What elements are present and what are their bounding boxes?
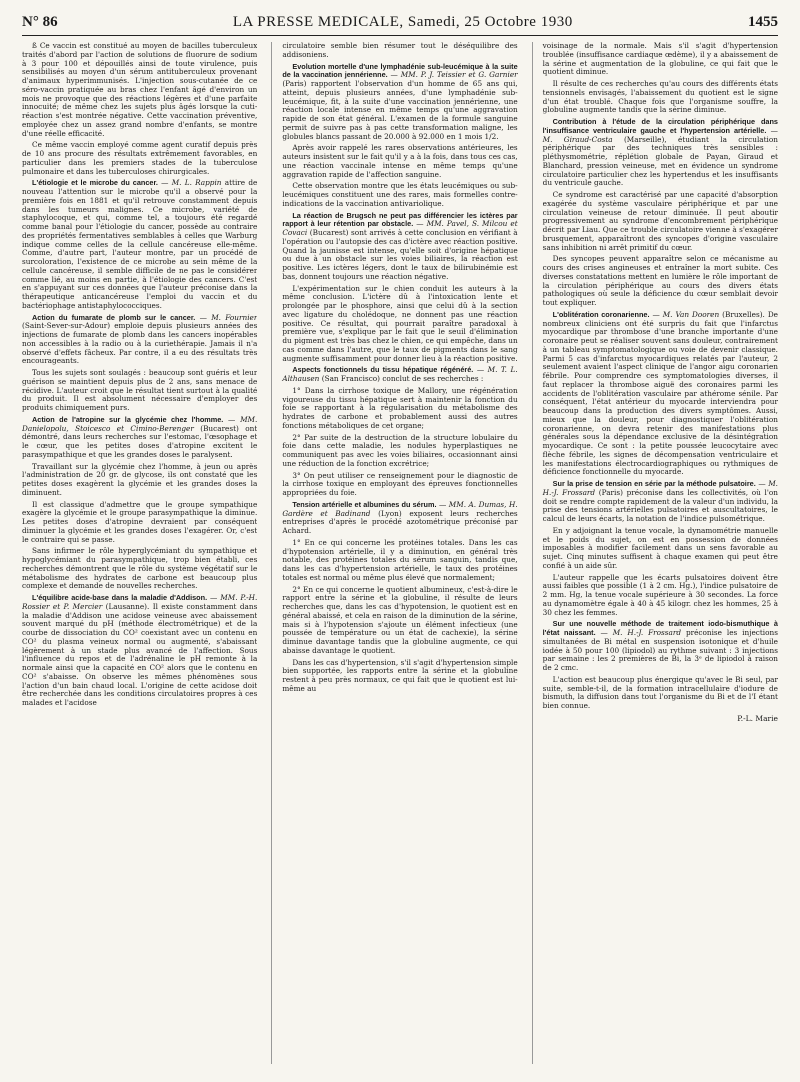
- paragraph-text: Cette observation montre que les états leucémiques ou sub-leucémiques constituent une des rares, mais formelles contre-indications de la vaccination antivariolique.: [282, 181, 518, 208]
- column-3: [532, 42, 778, 1064]
- article-paragraph: Sur une nouvelle méthode de traitement iodo-bismuthique à l'état naissant. — M. H.-J. Frossard préconise les injections simultanées de Bi métal en suspension isotonique et d'huile iodée à 50 pour 100 (lipiodol) au rythme suivant : 3 injections par semaine : les 2 premières de Bi, la 3ᵉ de lipiodol à raison de 2 cmc.: [542, 619, 778, 672]
- paragraph-text: L'expérimentation sur le chien conduit les auteurs à la même conclusion. L'ictère dû à l'intoxication lente et prolongée par le phosphore, ainsi que celui dû à la section avec ligature du cholédoque, ne donnent pas une réaction positive. Ce résultat, qui pourrait paraître paradoxal à première vue, s'explique par le fait que le seuil d'élimination du pigment est très bas chez le chien, ce qui empêche, dans un cas comme dans l'autre, que le taux de pigments dans le sang augmente suffisamment pour donner lieu à la réaction positive.: [282, 283, 518, 363]
- paragraph-text: voisinage de la normale. Mais s'il s'agit d'hypertension troublée (insuffisance cardiaque œdème), il y a abaissement de la sérine et augmentation de la globuline, ce qui fait que le quotient diminue.: [542, 42, 778, 77]
- article-heading: Action du fumarate de plomb sur le cancer.: [32, 312, 196, 322]
- article-authors: MM. Pavel, S. Milcou et Covaci: [282, 219, 518, 237]
- paragraph-text: circulatoire semble bien résumer tout le déséquilibre des addisoniens.: [282, 42, 518, 59]
- article-heading: Action de l'atropine sur la glycémie chez l'homme.: [32, 414, 224, 424]
- paragraph-text: L'action est beaucoup plus énergique qu'avec le Bi seul, par suite, semble-t-il, de la formation intracellulaire d'iodure de bismuth, la diffusion dans tout l'organisme du Bi et de l'I étant bien connue.: [542, 674, 778, 710]
- paragraph-text: Il résulte de ces recherches qu'au cours des différents états tensionnels envisagés, l'abaissement du quotient est le signe d'un état troublé. Chaque fois que l'organisme souffre, la globuline augmente tandis que la sérine diminue.: [542, 79, 778, 115]
- paragraph-text: L'auteur rappelle que les écarts pulsatoires doivent être aussi faibles que possible (1 à 2 cm. Hg.), l'indice pulsatoire de 2 mm. Hg, la tenue vocale supérieure à 30 secondes. La force au dynamomètre égale à 40 à 45 kilogr. chez les hommes, 25 à 30 chez les femmes.: [542, 572, 778, 617]
- paragraph-text: 1° Dans la cirrhose toxique de Mallory, une régénération vigoureuse du tissu hépatique sert à maintenir la fonction du foie se rapportant à la régularisation du métabolisme des hydrates de carbone et probablement aussi des autres fonctions métaboliques de cet organe;: [282, 385, 518, 430]
- paragraph-text: (Paris) rapportent l'observation d'un homme de 65 ans qui, atteint, depuis plusieurs années, d'une lymphadénie sub-leucémique, fit, à la suite d'une vaccination jennérienne, une réaction locale intense en même temps qu'une aggravation rapide de son état général. L'examen de la formule sanguine permit de suivre pas à pas cette transformation maligne, les globules blancs passant de 20.000 à 92.000 en 1 mois 1/2.: [282, 79, 518, 141]
- article-paragraph: Aspects fonctionnels du tissu hépatique régénéré. — M. T. L. Althausen (San Francisco) conclut de ses recherches :: [282, 365, 518, 383]
- paragraph-text: Ce syndrome est caractérisé par une capacité d'absorption exagérée du système vasculaire périphérique et par une circulation veineuse de retour diminuée. Il peut aboutir progressivement au syndrome d'encombrement périphérique décrit par Liau. Que ce trouble circulatoire vienne à s'exagérer brusquement, apparaîtront des syncopes d'origine vasculaire sans inhibition ni arrêt primitif du cœur.: [542, 190, 778, 252]
- column-1: [22, 42, 257, 1064]
- paragraph: [282, 285, 517, 364]
- article-paragraph: L'oblitération coronarienne. — M. Van Dooren (Bruxelles). De nombreux cliniciens ont été surpris du fait que l'infarctus myocardique par thrombose d'une branche importante d'une coronaire peut se réaliser souvent sans douleur, contrairement à un tableau symptomatologique ou voie de devenir classique. Parmi 5 cas d'infarctus myocardiques relatés par l'auteur, 2 seulement avaient l'aspect clinique de l'angor aigu coronarien fébrile. Pour comprendre ces symptomatologies diverses, il faut replacer la thrombose aiguë des coronaires parmi les accidents de l'oblitération vasculaire par athérome sénile. Par conséquent, l'état antérieur du myocarde interviendra pour beaucoup dans la production des divers symptômes. Aussi, mieux que la douleur, pour diagnostiquer l'oblitération coronarienne, on devra retenir des manifestations plus générales sous la dépendance exclusive de la désintégration myocardique. Ce sont : la petite poussée leucocytaire avec flèche fébrile, les signes de décompensation ventriculaire et les manifestations électrocardiographiques ou rythmiques de déficience fonctionnelle du myocarde.: [542, 309, 778, 477]
- paragraph-text: Des syncopes peuvent apparaître selon ce mécanisme au cours des crises angineuses et entraîner la mort subite. Ces diverses constatations mettent en lumière le rôle important de la circulation périphérique au cours des divers états pathologiques où seule la déficience du cœur semblait devoir tout expliquer.: [542, 254, 778, 307]
- paragraph: [543, 574, 778, 618]
- article-authors: MM. Danielopolu, Stoicesco et Cimino-Berenger: [22, 414, 258, 433]
- paragraph: [543, 527, 778, 571]
- article-heading: L'étiologie et le microbe du cancer.: [32, 178, 158, 188]
- paragraph-text: Dans les cas d'hypertension, s'il s'agit d'hypertension simple bien supportée, les rapports entre la sérine et la globuline restent à peu près normaux, ce qui fait que le quotient est lui-même au: [282, 657, 518, 693]
- page-header: [22, 14, 778, 36]
- paragraph: [543, 191, 778, 252]
- text-columns: [22, 42, 778, 1064]
- paragraph: [282, 387, 517, 431]
- paragraph: [543, 255, 778, 308]
- article-paragraph: Evolution mortelle d'une lymphadénie sub-leucémique à la suite de la vaccination jennérienne. — MM. P. J. Teissier et G. Garnier (Paris) rapportent l'observation d'un homme de 65 ans qui, atteint, depuis plusieurs années, d'une lymphadénie sub-leucémique, fit, à la suite d'une vaccination jennérienne, une réaction locale intense en même temps qu'une aggravation rapide de son état général. L'examen de la formule sanguine permit de suivre pas à pas cette transformation maligne, les globules blancs passant de 20.000 à 92.000 en 1 mois 1/2.: [282, 61, 518, 141]
- article-paragraph: L'équilibre acide-base dans la maladie d'Addison. — MM. P.-H. Rossier et P. Mercier (Lausanne). Il existe constamment dans la maladie d'Addison une acidose veineuse avec abaissement souvent marqué du pH (méthode électrométrique) et de la courbe de dissociation du CO² coexistant avec un contenu en CO² du plasma veineux normal ou augmenté, s'abaissant légèrement à un stade plus avancé de l'affection. Sous l'influence du repos et de l'adrénaline le pH remonte à la normale ainsi que la capacité en CO² alors que le contenu en CO² s'abaisse. On observe les mêmes phénomènes sous l'action d'un bain chaud local. L'origine de cette acidose doit être recherchée dans les conditions circulatoires propres à ces malades et l'acidose: [22, 593, 258, 707]
- paragraph-text: 2° Par suite de la destruction de la structure lobulaire du foie dans cette maladie, les nodules hyperplastiques ne communiquent pas avec les voies biliaires, occasionnant ainsi une réduction de la fonction excrétrice;: [282, 432, 518, 468]
- article-heading: L'oblitération coronarienne.: [552, 309, 650, 319]
- article-heading: La réaction de Brugsch ne peut pas différencier les ictères par rapport à leur rétention par obstacle.: [282, 210, 518, 229]
- paragraph: [22, 141, 257, 176]
- paragraph-text: (Lyon) exposent leurs recherches entreprises d'après le procédé azotométrique préconisé par Achard.: [282, 508, 518, 535]
- article-heading: Contribution à l'étude de la circulation périphérique dans l'insuffisance ventriculaire gauche et l'hypertension artérielle.: [542, 117, 778, 135]
- article-paragraph: Contribution à l'étude de la circulation périphérique dans l'insuffisance ventriculaire gauche et l'hypertension artérielle. — M. Giraud-Costa (Marseille), étudiant la circulation périphérique par des techniques très sensibles : pléthysmométrie, réplétion globale de Payan, Giraud et Blanchard, pression veineuse, met en évidence un syndrome circulatoire particulier chez les hypertendus et les insuffisants du ventricule gauche.: [542, 117, 778, 188]
- paragraph: [282, 42, 517, 60]
- article-authors: M. H.-J. Frossard: [612, 628, 682, 637]
- article-paragraph: L'étiologie et le microbe du cancer. — M. L. Rappin attire de nouveau l'attention sur le microbe qu'il a observé pour la première fois en 1881 et qu'il retrouve constamment depuis dans les tumeurs malignes. Ce microbe, variété de staphylocoque, et qui, comme tel, a toujours été regardé comme banal pour l'étiologie du cancer, possède au contraire des propriétés fermentatives semblables à celles que Warburg indique comme celles de la cellule cancéreuse elle-même. Comme, d'autre part, l'auteur montre, par un procédé de surcoloration, l'existence de ce microbe au sein même de la cellule cancéreuse, il semble difficile de ne pas le considérer comme lié, au moins en partie, à l'étiologie des cancers. C'est en s'appuyant sur ces données que l'auteur préconise dans la thérapeutique anticancéreuse l'emploi du vaccin et du bactériophage antistaphylococciques.: [22, 178, 258, 310]
- paragraph-text: En y adjoignant la tenue vocale, la dynamométrie manuelle et le poids du sujet, on est en possession de données imposables à modifier facilement dans un sens favorable au sujet. Cinq minutes suffisent à chaque examen qui peut être confié à un aide sûr.: [542, 525, 778, 570]
- article-authors: MM. P. J. Teissier et G. Garnier: [400, 70, 518, 80]
- paragraph: [22, 42, 257, 138]
- paragraph-text: 1° En ce qui concerne les protéines totales. Dans les cas d'hypotension artérielle, il y a diminution, en général très notable, des protéines totales du sérum sanguin, tandis que, dans les cas d'hypertension artérielle, le taux des protéines totales est normal ou même plus élevé que normalement;: [282, 537, 518, 582]
- page-number: 1455: [747, 14, 778, 30]
- paragraph: [282, 539, 517, 583]
- paragraph-text: préconise les injections simultanées de Bi métal en suspension isotonique et d'huile iodée à 50 pour 100 (lipiodol) au rythme suivant : 3 injections par semaine : les 2 premières de Bi, la 3ᵉ de lipiodol à raison de 2 cmc.: [542, 628, 778, 672]
- paragraph: [22, 463, 257, 498]
- paragraph-text: (Marseille), étudiant la circulation périphérique par des techniques très sensibles : pléthysmométrie, réplétion globale de Payan, Giraud et Blanchard, pression veineuse, met en évidence un syndrome circulatoire particulier chez les hypertendus et les insuffisants du ventricule gauche.: [542, 134, 778, 188]
- paragraph-text: (Paris) préconise dans les collectivités, où l'on doit se rendre compte rapidement de la valeur d'un individu, la prise des tensions artérielles pulsatoires et auscultatoires, le calcul de leurs écarts, la notation de l'indice pulsométrique.: [542, 487, 778, 523]
- paragraph-text: (Bruxelles). De nombreux cliniciens ont été surpris du fait que l'infarctus myocardique par thrombose d'une branche importante d'une coronaire peut se réaliser souvent sans douleur, contrairement à un tableau symptomatologique ou voie de devenir classique. Parmi 5 cas d'infarctus myocardiques relatés par l'auteur, 2 seulement avaient l'aspect clinique de l'angor aigu coronarien fébrile. Pour comprendre ces symptomatologies diverses, il faut replacer la thrombose aiguë des coronaires parmi les accidents de l'oblitération vasculaire par athérome sénile. Par conséquent, l'état antérieur du myocarde interviendra pour beaucoup dans la production des divers symptômes. Aussi, mieux que la douleur, pour diagnostiquer l'oblitération coronarienne, on devra retenir des manifestations plus générales sous la dépendance exclusive de la désintégration myocardique. Ce sont : la petite poussée leucocytaire avec flèche fébrile, les signes de décompensation ventriculaire et les manifestations électrocardiographiques ou rythmiques de déficience fonctionnelle du myocarde.: [542, 309, 778, 477]
- paragraph: [543, 42, 778, 77]
- paragraph-text: ß Ce vaccin est constitué au moyen de bacilles tuberculeux traités d'abord par l'action de solutions de fluorure de sodium à 3 pour 100 et dépouillés ainsi de toute virulence, puis sensibilisés au moyen d'un sérum antituberculeux provenant d'animaux hyperimmunisés. L'injection sous-cutanée de ce séro-vaccin pratiquée au bras chez l'enfant âgé d'environ un mois ne provoque que des réactions légères et d'une parfaite innocuité; de même chez les sujets plus âgés lorsque la cuti-réaction s'est montrée négative. Cette vaccination préventive, employée chez un assez grand nombre d'enfants, se montre d'une réelle efficacité.: [22, 42, 258, 138]
- article-authors: M. T. L. Althausen: [282, 365, 518, 383]
- article-paragraph: Tension artérielle et albumines du sérum. — MM. A. Dumas, H. Gardère et Badinand (Lyon) exposent leurs recherches entreprises d'après le procédé azotométrique préconisé par Achard.: [282, 499, 518, 535]
- paragraph: [282, 659, 517, 694]
- paragraph-text: attire de nouveau l'attention sur le microbe qu'il a observé pour la première fois en 1881 et qu'il retrouve constamment depuis dans les tumeurs malignes. Ce microbe, variété de staphylocoque, et qui, comme tel, a toujours été regardé comme banal pour l'étiologie du cancer, possède au contraire des propriétés fermentatives semblables à celles que Warburg indique comme celles de la cellule cancéreuse elle-même. Comme, d'autre part, l'auteur montre, par un procédé de surcoloration, l'existence de ce microbe au sein même de la cellule cancéreuse, il semble difficile de ne pas le considérer comme lié, au moins en partie, à l'étiologie des cancers. C'est en s'appuyant sur ces données que l'auteur préconise dans la thérapeutique anticancéreuse l'emploi du vaccin et du bactériophage antistaphylococciques.: [22, 178, 258, 310]
- paragraph-text: 2° En ce qui concerne le quotient albumineux, c'est-à-dire le rapport entre la sérine et la globuline, il résulte de leurs recherches que, dans les cas d'hypotension, le quotient est en général abaissé, et cela en raison de la diminution de la sérine, mais si à l'hypotension s'ajoute un élément infectieux (une poussée de température ou un état de cachexie), la sérine diminue davantage tandis que la globuline augmente, ce qui abaisse davantage le quotient.: [282, 584, 518, 655]
- paragraph: [543, 80, 778, 115]
- article-authors: MM. P.-H. Rossier et P. Mercier: [22, 593, 258, 611]
- paragraph-text: 3° On peut utiliser ce renseignement pour le diagnostic de la cirrhose toxique en employant des épreuves fonctionnelles appropriées du foie.: [282, 470, 518, 497]
- paragraph-text: (Saint-Sever-sur-Adour) emploie depuis plusieurs années des injections de fumarate de plomb dans les cancers inopérables non accessibles à la radio ou à la curiethérapie. Jamais il n'a observé d'effets fâcheux. Par contre, il a eu des résultats très encourageants.: [22, 321, 258, 366]
- paragraph: [543, 676, 778, 711]
- author-signature: P.-L. Marie: [737, 713, 778, 723]
- paragraph-text: (Lausanne). Il existe constamment dans la maladie d'Addison une acidose veineuse avec abaissement souvent marqué du pH (méthode électrométrique) et de la courbe de dissociation du CO² coexistant avec un contenu en CO² du plasma veineux normal ou augmenté, s'abaissant légèrement à un stade plus avancé de l'affection. Sous l'influence du repos et de l'adrénaline le pH remonte à la normale ainsi que la capacité en CO² alors que le contenu en CO² s'abaisse. On observe les mêmes phénomènes sous l'action d'un bain chaud local. L'origine de cette acidose doit être recherchée dans les conditions circulatoires propres à ces malades et l'acidose: [22, 601, 258, 707]
- paragraph: [282, 472, 517, 498]
- article-authors: MM. A. Dumas, H. Gardère et Badinand: [282, 499, 518, 518]
- article-heading: Evolution mortelle d'une lymphadénie sub-leucémique à la suite de la vaccination jennérienne.: [282, 61, 518, 80]
- paragraph: [22, 547, 257, 591]
- paragraph: [282, 586, 517, 656]
- article-paragraph: La réaction de Brugsch ne peut pas différencier les ictères par rapport à leur rétention par obstacle. — MM. Pavel, S. Milcou et Covaci (Bucarest) sont arrivés à cette conclusion en vérifiant à l'opération ou l'autopsie des cas d'ictère avec réaction positive. Quand la jaunisse est intense, qu'elle soit d'origine hépatique ou due à un obstacle sur les voies biliaires, la réaction est positive. Les ictères légers, dont le taux de bilirubinémie est bas, donnent toujours une réaction négative.: [282, 210, 518, 281]
- paragraph: [22, 369, 257, 413]
- article-heading: Sur une nouvelle méthode de traitement iodo-bismuthique à l'état naissant.: [542, 619, 778, 637]
- paragraph-text: Travaillant sur la glycémie chez l'homme, à jeun ou après l'administration de 20 gr. de glycose, ils ont constaté que les petites doses exagèrent la glycémie et les grandes doses la diminuent.: [22, 461, 258, 497]
- journal-title: LA PRESSE MEDICALE, Samedi, 25 Octobre 1930: [232, 14, 573, 30]
- article-authors: M. H.-J. Frossard: [542, 479, 778, 497]
- paragraph-text: (Bucarest) ont démontré, dans leurs recherches sur l'estomac, l'œsophage et le cœur, que les petites doses d'atropine excitent le parasympathique et que les grandes doses le paralysent.: [22, 423, 258, 459]
- paragraph-text: Après avoir rappelé les rares observations antérieures, les auteurs insistent sur le fait qu'il y a à la fois, dans tous ces cas, une réaction vaccinale intense en même temps qu'une aggravation rapide de l'affection sanguine.: [282, 143, 518, 179]
- column-2: [271, 42, 517, 1064]
- paragraph-text: Il est classique d'admettre que le groupe sympathique exagère la glycémie et le groupe parasympathique la diminue. Les petites doses d'atropine devraient par conséquent diminuer la glycémie et les grandes doses l'exagérer. Or, c'est le contraire qui se passe.: [22, 499, 258, 544]
- paragraph-text: Tous les sujets sont soulagés : beaucoup sont guéris et leur guérison se maintient depuis plus de 2 ans, sans menace de récidive. L'auteur croit que le résultat tient surtout à la qualité du produit. Il est absolument nécessaire d'employer des produits chimiquement purs.: [22, 368, 258, 412]
- issue-number: N° 86: [22, 14, 58, 30]
- article-authors: M. Fournier: [211, 312, 258, 322]
- paragraph: [282, 182, 517, 208]
- paragraph-text: Ce même vaccin employé comme agent curatif depuis près de 10 ans procure des résultats extrêmement favorables, en particulier dans les premiers stades de la tuberculose pulmonaire et dans les tuberculoses chirurgicales.: [22, 140, 258, 176]
- article-heading: Tension artérielle et albumines du sérum.: [292, 499, 437, 509]
- article-paragraph: Sur la prise de tension en série par la méthode pulsatoire. — M. H.-J. Frossard (Paris) préconise dans les collectivités, où l'on doit se rendre compte rapidement de la valeur d'un individu, la prise des tensions artérielles pulsatoires et auscultatoires, le calcul de leurs écarts, la notation de l'indice pulsométrique.: [542, 479, 778, 523]
- paragraph-text: (San Francisco) conclut de ses recherches :: [321, 374, 484, 383]
- paragraph-text: (Bucarest) sont arrivés à cette conclusion en vérifiant à l'opération ou l'autopsie des cas d'ictère avec réaction positive. Quand la jaunisse est intense, qu'elle soit d'origine hépatique ou due à un obstacle sur les voies biliaires, la réaction est positive. Les ictères légers, dont le taux de bilirubinémie est bas, donnent toujours une réaction négative.: [282, 228, 518, 281]
- paragraph: [282, 144, 517, 179]
- paragraph: [22, 501, 257, 545]
- article-authors: M. Giraud-Costa: [542, 134, 613, 144]
- article-paragraph: Action de l'atropine sur la glycémie chez l'homme. — MM. Danielopolu, Stoicesco et Cimino-Berenger (Bucarest) ont démontré, dans leurs recherches sur l'estomac, l'œsophage et le cœur, que les petites doses d'atropine excitent le parasympathique et que les grandes doses le paralysent.: [22, 414, 258, 459]
- article-authors: M. L. Rappin: [171, 178, 222, 188]
- article-heading: Aspects fonctionnels du tissu hépatique régénéré.: [292, 365, 474, 375]
- article-authors: M. Van Dooren: [662, 309, 720, 319]
- article-paragraph: Action du fumarate de plomb sur le cancer. — M. Fournier (Saint-Sever-sur-Adour) emploie depuis plusieurs années des injections de fumarate de plomb dans les cancers inopérables non accessibles à la radio ou à la curiethérapie. Jamais il n'a observé d'effets fâcheux. Par contre, il a eu des résultats très encourageants.: [22, 312, 258, 366]
- article-heading: Sur la prise de tension en série par la méthode pulsatoire.: [552, 479, 756, 488]
- article-heading: L'équilibre acide-base dans la maladie d'Addison.: [32, 593, 208, 602]
- paragraph: [282, 434, 517, 469]
- paragraph-text: Sans infirmer le rôle hyperglycémiant du sympathique et hypoglycémiant du parasympathique, trop bien établi, ces recherches démontrent que le rôle du système végétatif sur le métabolisme des hydrates de carbone est beaucoup plus complexe et demande de nouvelles recherches.: [22, 546, 258, 591]
